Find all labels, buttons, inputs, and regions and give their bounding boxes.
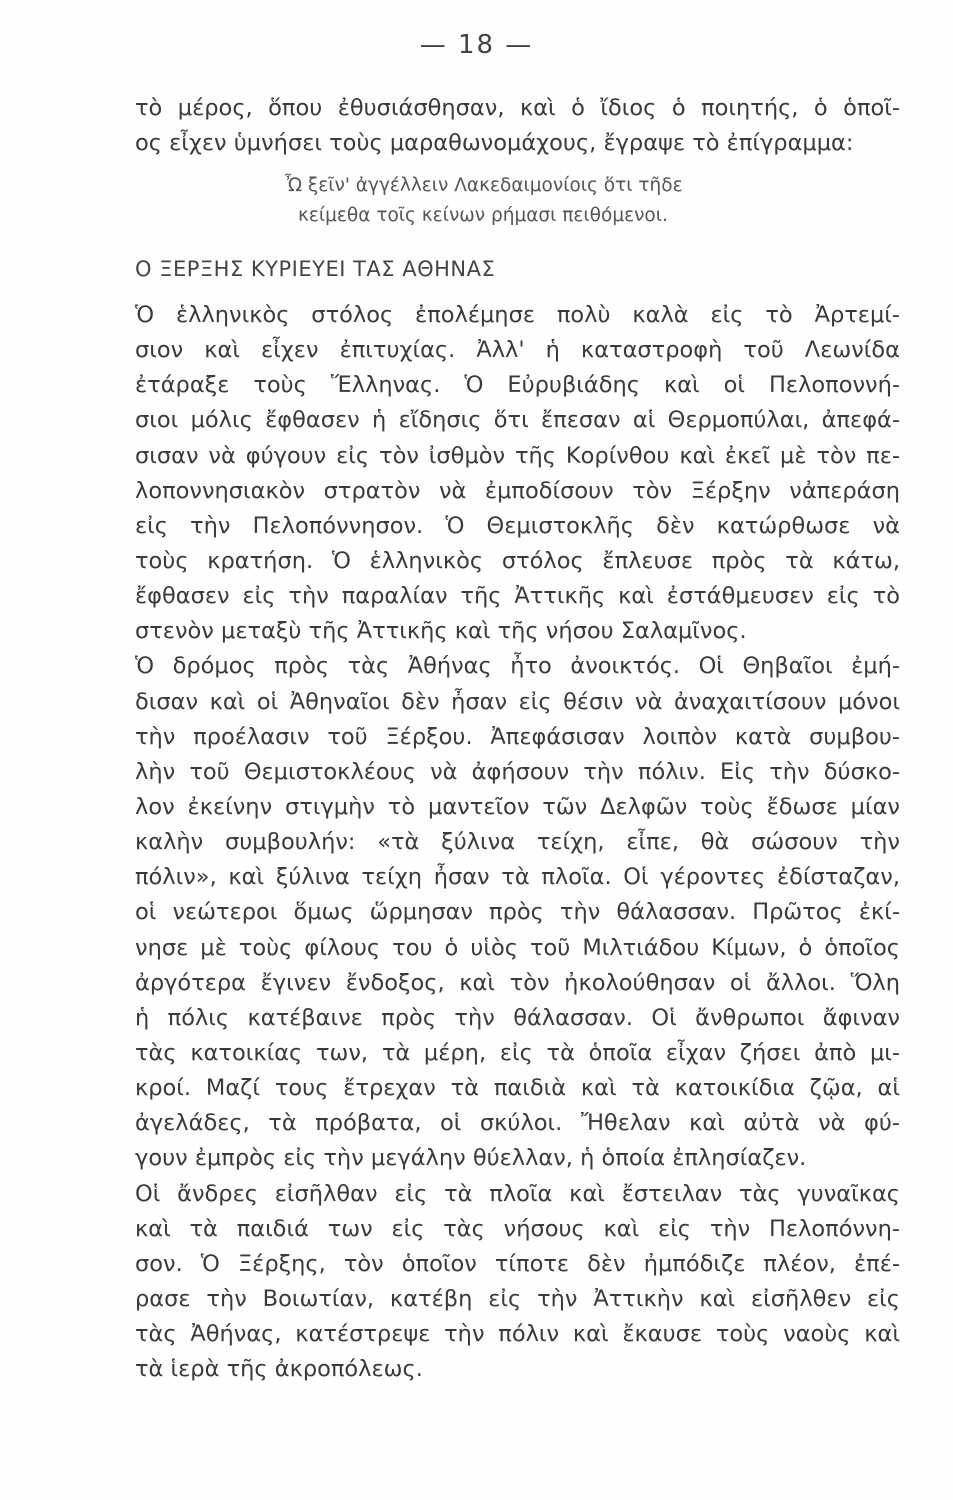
body-line: ρασε τὴν Βοιωτίαν, κατέβη εἰς τὴν Ἀττικὴν καὶ εἰσῆλθεν εἰς: [135, 1286, 900, 1312]
body-line: Ὁ ἑλληνικὸς στόλος ἐπολέμησε πολὺ καλὰ εἰς τὸ Ἀρτεμί-: [135, 302, 900, 328]
body-line: σιοι μόλις ἔφθασεν ἡ εἴδησις ὅτι ἔπεσαν αἱ Θερμοπύλαι, ἀπεφά-: [135, 407, 900, 433]
section-heading: Ο ΞΕΡΞΗΣ ΚΥΡΙΕΥΕΙ ΤΑΣ ΑΘΗΝΑΣ: [135, 257, 496, 281]
body-line: τὴν προέλασιν τοῦ Ξέρξου. Ἀπεφάσισαν λοιπὸν κατὰ συμβου-: [135, 724, 900, 750]
body-line: γουν ἐμπρὸς εἰς τὴν μεγάλην θύελλαν, ἡ ὁποία ἐπλησίαζεν.: [135, 1145, 807, 1171]
body-line: καὶ τὰ παιδιά των εἰς τὰς νήσους καὶ εἰς τὴν Πελοπόννη-: [135, 1216, 900, 1242]
body-line: εἰς τὴν Πελοπόννησον. Ὁ Θεμιστοκλῆς δὲν κατώρθωσε νὰ: [135, 513, 900, 539]
epigram-line: Ὦ ξεῖν' ἀγγέλλειν Λακεδαιμονίοις ὅτι τῆδε: [285, 175, 683, 196]
body-line: σιον καὶ εἶχεν ἐπιτυχίας. Ἀλλ' ἡ καταστροφὴ τοῦ Λεωνίδα: [135, 337, 900, 363]
body-line: τοὺς κρατήση. Ὁ ἑλληνικὸς στόλος ἔπλευσε πρὸς τὰ κάτω,: [135, 548, 900, 574]
body-line: ἔφθασεν εἰς τὴν παραλίαν τῆς Ἀττικῆς καὶ ἐστάθμευσεν εἰς τὸ: [135, 583, 900, 609]
body-line: τὰς κατοικίας των, τὰ μέρη, εἰς τὰ ὁποῖα εἶχαν ζήσει ἀπὸ μι-: [135, 1040, 900, 1066]
body-line: ἀγελάδες, τὰ πρόβατα, οἱ σκύλοι. Ἤθελαν καὶ αὐτὰ νὰ φύ-: [135, 1110, 900, 1136]
body-line: τὰ ἱερὰ τῆς ἀκροπόλεως.: [135, 1356, 423, 1382]
body-line: καλὴν συμβουλήν: «τὰ ξύλινα τείχη, εἶπε, θὰ σώσουν τὴν: [135, 829, 900, 855]
body-line: σισαν νὰ φύγουν εἰς τὸν ἰσθμὸν τῆς Κορίνθου καὶ ἐκεῖ μὲ τὸν πε-: [135, 443, 900, 469]
body-line: κροί. Μαζί τους ἔτρεχαν τὰ παιδιὰ καὶ τὰ κατοικίδια ζῷα, αἱ: [135, 1075, 900, 1101]
body-line: ἐτάραξε τοὺς Ἕλληνας. Ὁ Εὐρυβιάδης καὶ οἱ Πελοποννή-: [135, 372, 900, 398]
body-line: Ὁ δρόμος πρὸς τὰς Ἀθήνας ἦτο ἀνοικτός. Οἱ Θηβαῖοι ἐμή-: [135, 653, 900, 679]
page-number: — 18 —: [419, 30, 534, 60]
body-line: λὴν τοῦ Θεμιστοκλέους νὰ ἀφήσουν τὴν πόλιν. Εἰς τὴν δύσκο-: [135, 759, 900, 785]
body-line: δισαν καὶ οἱ Ἀθηναῖοι δὲν ἦσαν εἰς θέσιν νὰ ἀναχαιτίσουν μόνοι: [135, 689, 900, 715]
body-line: τὰς Ἀθήνας, κατέστρεψε τὴν πόλιν καὶ ἔκαυσε τοὺς ναοὺς καὶ: [135, 1321, 900, 1347]
body-line: πόλιν», καὶ ξύλινα τείχη ἦσαν τὰ πλοῖα. Οἱ γέροντες ἐδίσταζαν,: [135, 864, 900, 890]
body-line: στενὸν μεταξὺ τῆς Ἀττικῆς καὶ τῆς νήσου Σαλαμῖνος.: [135, 618, 747, 644]
epigram-line: κείμεθα τοῖς κείνων ρήμασι πειθόμενοι.: [298, 205, 668, 226]
body-line: λοποννησιακὸν στρατὸν νὰ ἐμποδίσουν τὸν Ξέρξην νἀπεράση: [135, 478, 900, 504]
body-line: λον ἐκείνην στιγμὴν τὸ μαντεῖον τῶν Δελφῶν τοὺς ἔδωσε μίαν: [135, 794, 900, 820]
body-line: ἡ πόλις κατέβαινε πρὸς τὴν θάλασσαν. Οἱ ἄνθρωποι ἄφιναν: [135, 1005, 900, 1031]
intro-line: ος εἶχεν ὑμνήσει τοὺς μαραθωνομάχους, ἔγραψε τὸ ἐπίγραμμα:: [135, 130, 854, 156]
body-line: νησε μὲ τοὺς φίλους του ὁ υἱὸς τοῦ Μιλτιάδου Κίμων, ὁ ὁποῖος: [135, 935, 900, 961]
body-line: σον. Ὁ Ξέρξης, τὸν ὁποῖον τίποτε δὲν ἠμπόδιζε πλέον, ἐπέ-: [135, 1251, 900, 1277]
body-line: Οἱ ἄνδρες εἰσῆλθαν εἰς τὰ πλοῖα καὶ ἔστειλαν τὰς γυναῖκας: [135, 1181, 900, 1207]
body-line: οἱ νεώτεροι ὅμως ὥρμησαν πρὸς τὴν θάλασσαν. Πρῶτος ἐκί-: [135, 899, 900, 925]
intro-line: τὸ μέρος, ὅπου ἐθυσιάσθησαν, καὶ ὁ ἴδιος ὁ ποιητής, ὁ ὁποῖ-: [135, 95, 900, 121]
body-line: ἀργότερα ἔγινεν ἔνδοξος, καὶ τὸν ἠκολούθησαν οἱ ἄλλοι. Ὅλη: [135, 970, 900, 996]
